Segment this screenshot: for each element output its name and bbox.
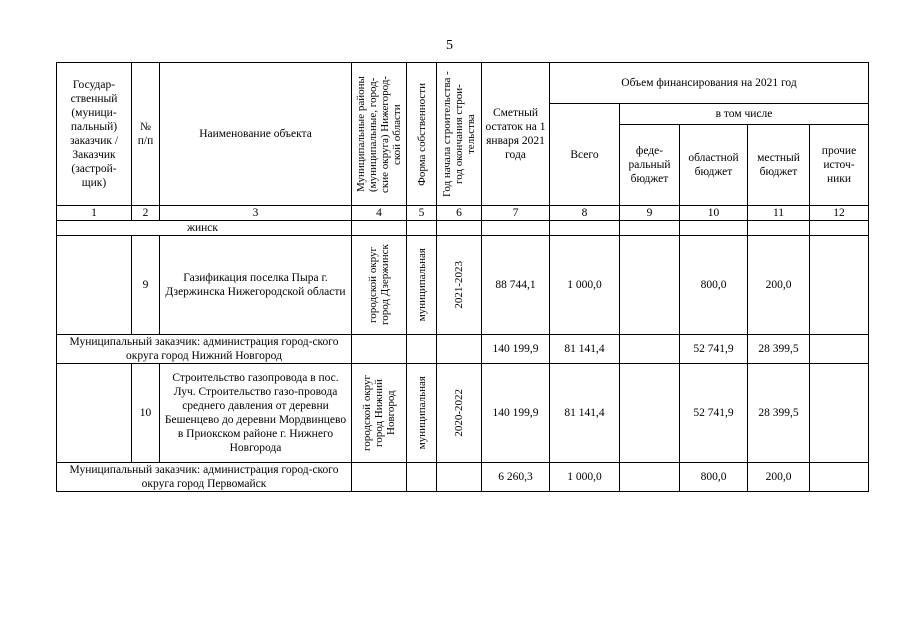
regional-cell: 52 741,9 bbox=[680, 335, 748, 364]
customer-label: Муниципальный заказчик: администрация город-ского округа город Нижний Новгород bbox=[57, 335, 352, 364]
federal-cell bbox=[620, 463, 680, 492]
ownership-cell bbox=[407, 236, 437, 335]
balance-cell: 6 260,3 bbox=[482, 463, 550, 492]
customer-row bbox=[57, 463, 869, 492]
other-cell bbox=[810, 236, 869, 335]
total-cell: 1 000,0 bbox=[550, 236, 620, 335]
header-districts-text: Муниципальные районы (муниципальные, город-ские округа) Нижегород-ской области bbox=[355, 75, 403, 193]
col-num: 4 bbox=[352, 206, 407, 221]
balance-cell: 140 199,9 bbox=[482, 364, 550, 463]
years-cell bbox=[437, 364, 482, 463]
regional-cell: 800,0 bbox=[680, 463, 748, 492]
balance-cell: 88 744,1 bbox=[482, 236, 550, 335]
object-name: Газификация поселка Пыра г. Дзержинска Нижегородской области bbox=[160, 236, 352, 335]
local-cell: 28 399,5 bbox=[748, 335, 810, 364]
ownership-text: муниципальная bbox=[415, 376, 428, 450]
years-text: 2021-2023 bbox=[453, 261, 465, 309]
other-cell bbox=[810, 364, 869, 463]
years-text: 2020-2022 bbox=[453, 389, 465, 437]
column-numbers-row bbox=[57, 206, 869, 221]
ownership-cell bbox=[407, 364, 437, 463]
header-customer: Государ-ственный (муници-пальный) заказчик / Заказчик (застрой-щик) bbox=[57, 63, 132, 206]
header-row-1 bbox=[57, 63, 869, 104]
header-num: № п/п bbox=[132, 63, 160, 206]
header-object-name: Наименование объекта bbox=[160, 63, 352, 206]
header-other: прочие источ-ники bbox=[810, 125, 869, 206]
header-years bbox=[437, 63, 482, 206]
col-num: 5 bbox=[407, 206, 437, 221]
local-cell: 200,0 bbox=[748, 236, 810, 335]
total-cell: 81 141,4 bbox=[550, 335, 620, 364]
object-name: Строительство газопровода в пос. Луч. Строительство газо-провода среднего давления от деревни Бешенцево до деревни Мордвинцево в Приокском районе г. Нижнего Новгорода bbox=[160, 364, 352, 463]
header-including: в том числе bbox=[620, 104, 869, 125]
district-text: городской округ город Дзержинск bbox=[367, 244, 391, 326]
row-number: 10 bbox=[132, 364, 160, 463]
col-num: 3 bbox=[160, 206, 352, 221]
page-number: 5 bbox=[446, 38, 453, 53]
header-balance: Сметный остаток на 1 января 2021 года bbox=[482, 63, 550, 206]
col-num: 11 bbox=[748, 206, 810, 221]
header-total: Всего bbox=[550, 104, 620, 206]
header-years-text: Год начала строительства - год окончания строи-тельства bbox=[441, 71, 477, 197]
col-num: 6 bbox=[437, 206, 482, 221]
district-cell bbox=[352, 364, 407, 463]
col-num: 1 bbox=[57, 206, 132, 221]
local-cell: 28 399,5 bbox=[748, 364, 810, 463]
col-num: 7 bbox=[482, 206, 550, 221]
regional-cell: 52 741,9 bbox=[680, 364, 748, 463]
other-cell bbox=[810, 463, 869, 492]
col-num: 10 bbox=[680, 206, 748, 221]
district-cell bbox=[352, 236, 407, 335]
header-ownership-text: Форма собственности bbox=[415, 82, 428, 186]
col-num: 12 bbox=[810, 206, 869, 221]
header-funding: Объем финансирования на 2021 год bbox=[550, 63, 869, 104]
local-cell: 200,0 bbox=[748, 463, 810, 492]
col-num: 8 bbox=[550, 206, 620, 221]
col-num: 2 bbox=[132, 206, 160, 221]
years-cell bbox=[437, 236, 482, 335]
other-cell bbox=[810, 335, 869, 364]
customer-label: Муниципальный заказчик: администрация город-ского округа город Первомайск bbox=[57, 463, 352, 492]
header-federal: феде-ральный бюджет bbox=[620, 125, 680, 206]
continuation-row bbox=[57, 221, 869, 236]
total-cell: 1 000,0 bbox=[550, 463, 620, 492]
balance-cell: 140 199,9 bbox=[482, 335, 550, 364]
header-districts bbox=[352, 63, 407, 206]
total-cell: 81 141,4 bbox=[550, 364, 620, 463]
financing-table bbox=[56, 62, 869, 492]
customer-row bbox=[57, 335, 869, 364]
header-local: местный бюджет bbox=[748, 125, 810, 206]
table-row bbox=[57, 364, 869, 463]
col-num: 9 bbox=[620, 206, 680, 221]
row-number: 9 bbox=[132, 236, 160, 335]
district-text: городской округ город Нижний Новгород bbox=[361, 374, 397, 452]
continuation-text: жинск bbox=[57, 221, 352, 236]
federal-cell bbox=[620, 335, 680, 364]
federal-cell bbox=[620, 236, 680, 335]
table-row bbox=[57, 236, 869, 335]
header-ownership bbox=[407, 63, 437, 206]
header-regional: областной бюджет bbox=[680, 125, 748, 206]
ownership-text: муниципальная bbox=[415, 248, 428, 322]
federal-cell bbox=[620, 364, 680, 463]
regional-cell: 800,0 bbox=[680, 236, 748, 335]
